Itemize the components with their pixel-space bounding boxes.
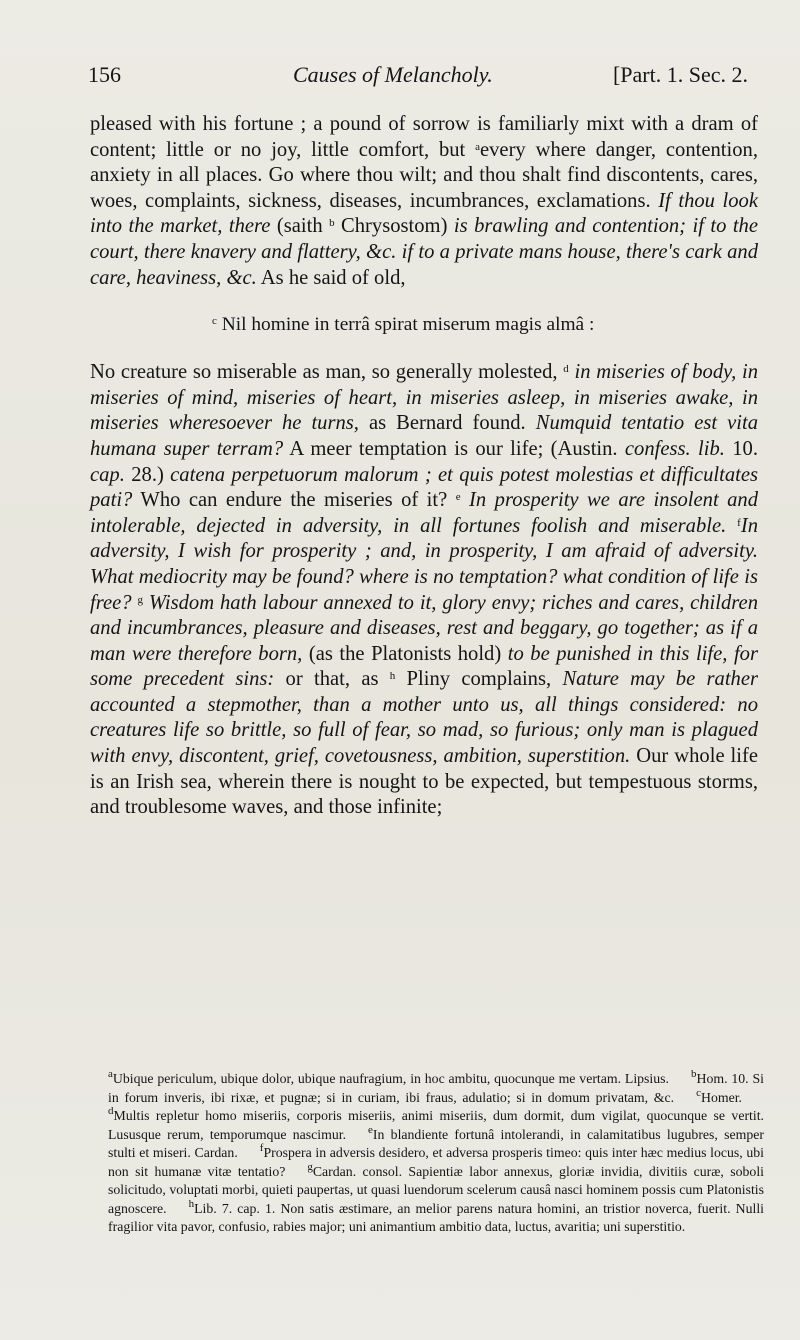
main-text — [90, 112, 758, 821]
paragraph-2: No creature so miserable as man, so generally molested, $^d$ in miseries of body, in miseries of mind, miseries of heart, in miseries asleep, in miseries awake, in miseries wheresoever he turns, as Bernard found. Numquid tentatio est vita humana super terram? A meer temptation is our life; (Austin. confess. lib. 10. cap. 28.) catena perpetuorum malorum ; et quis potest molestias et difficultates pati? Who can endure the miseries of it? $^e$ In prosperity we are insolent and intolerable, dejected in adversity, in all fortunes foolish and miserable. $^f$In adversity, I wish for prosperity ; and, in prosperity, I am afraid of adversity. What mediocrity may be found? where is no temptation? what condition of life is free? $^g$ Wisdom hath labour annexed to it, glory envy; riches and cares, children and incumbrances, pleasure and diseases, rest and beggary, go together; as if a man were therefore born, (as the Platonists hold) to be punished in this life, for some precedent sins: or that, as $^h$ Pliny complains, Nature may be rather accounted a stepmother, than a mother unto us, all things considered: no creatures life so brittle, so full of fear, so mad, so furious; only man is plagued with envy, discontent, grief, covetousness, ambition, superstition. Our whole life is an Irish sea, wherein there is nought to be expected, but tempestuous storms, and troublesome waves, and those infinite; — [90, 361, 759, 819]
running-title: Causes of Melancholy. — [293, 62, 493, 87]
footnote-ref-c: c — [212, 315, 217, 328]
footnote-f: $^f$Prospera in adversis desidero, et adversa prosperis timeo: quis inter hæc medius locus, ubi non sit humanæ vitæ tentatio? — [108, 1141, 764, 1179]
footnote-b: $^b$Hom. 10. Si in forum inveris, ibi rixæ, et pugnæ; si in curiam, ibi fraus, adulatio; si in domum privatam, &c. — [108, 1067, 764, 1105]
footnote-ref-b: b — [329, 217, 335, 230]
paragraph-1: pleased with his fortune ; a pound of sorrow is familiarly mixt with a dram of content; little or no joy, little comfort, but $^a$every where danger, contention, anxiety in all places. Go where thou wilt; and thou shalt find discontents, cares, woes, complaints, sickness, diseases, incumbrances, exclamations. If thou look into the market, there (saith $^b$ Chrysostom) is brawling and contention; if to the court, there knavery and flattery, &c. if to a private mans house, there's cark and care, heaviness, &c. As he said of old, — [90, 113, 758, 289]
part-section-label: [Part. 1. Sec. 2. — [612, 62, 748, 87]
verse-quotation: $^c$ Nil homine in terrâ spirat miserum magis almâ : — [212, 314, 595, 336]
footnote-c: $^c$Homer. — [696, 1086, 742, 1105]
footnote-a: $^a$Ubique periculum, ubique dolor, ubique naufragium, in hoc ambitu, quocunque me vertam. Lipsius. — [108, 1067, 669, 1086]
footnote-ref-f: f — [737, 516, 741, 529]
footnote-d: $^d$Multis repletur homo miseriis, corporis miseriis, animi miseriis, dum dormit, dum vigilat, quocunque se vertit. Lususque rerum, temporumque nascimur. — [108, 1104, 764, 1142]
footnote-h: $^h$Lib. 7. cap. 1. Non satis æstimare, an melior parens natura homini, an tristior noverca, fuerit. Nulli fragilior vita pavor, confusio, rabies major; uni animantium ambitio data, luctus, avaritia; uni superstitio. — [108, 1197, 764, 1234]
footnote-ref-e: e — [455, 491, 461, 504]
page-number: 156 — [88, 62, 121, 87]
footnote-g: $^g$Cardan. consol. Sapientiæ labor annexus, gloriæ invidia, divitiis curæ, soboli solicitudo, voluptati morbi, quieti paupertas, ut quasi luendorum scelerum causâ nasci hominem possis cum Platonistis agnoscere. — [108, 1160, 764, 1216]
footnote-ref-d: d — [563, 363, 569, 376]
footnote-ref-a: a — [475, 140, 480, 153]
footnote-ref-h: h — [389, 670, 396, 683]
footnote-e: $^e$In blandiente fortunâ intolerandi, in calamitatibus lugubres, semper stulti et miseri. Cardan. — [108, 1123, 764, 1160]
footnotes — [108, 1067, 764, 1237]
footnote-ref-g: g — [137, 593, 143, 606]
running-header — [88, 62, 748, 96]
